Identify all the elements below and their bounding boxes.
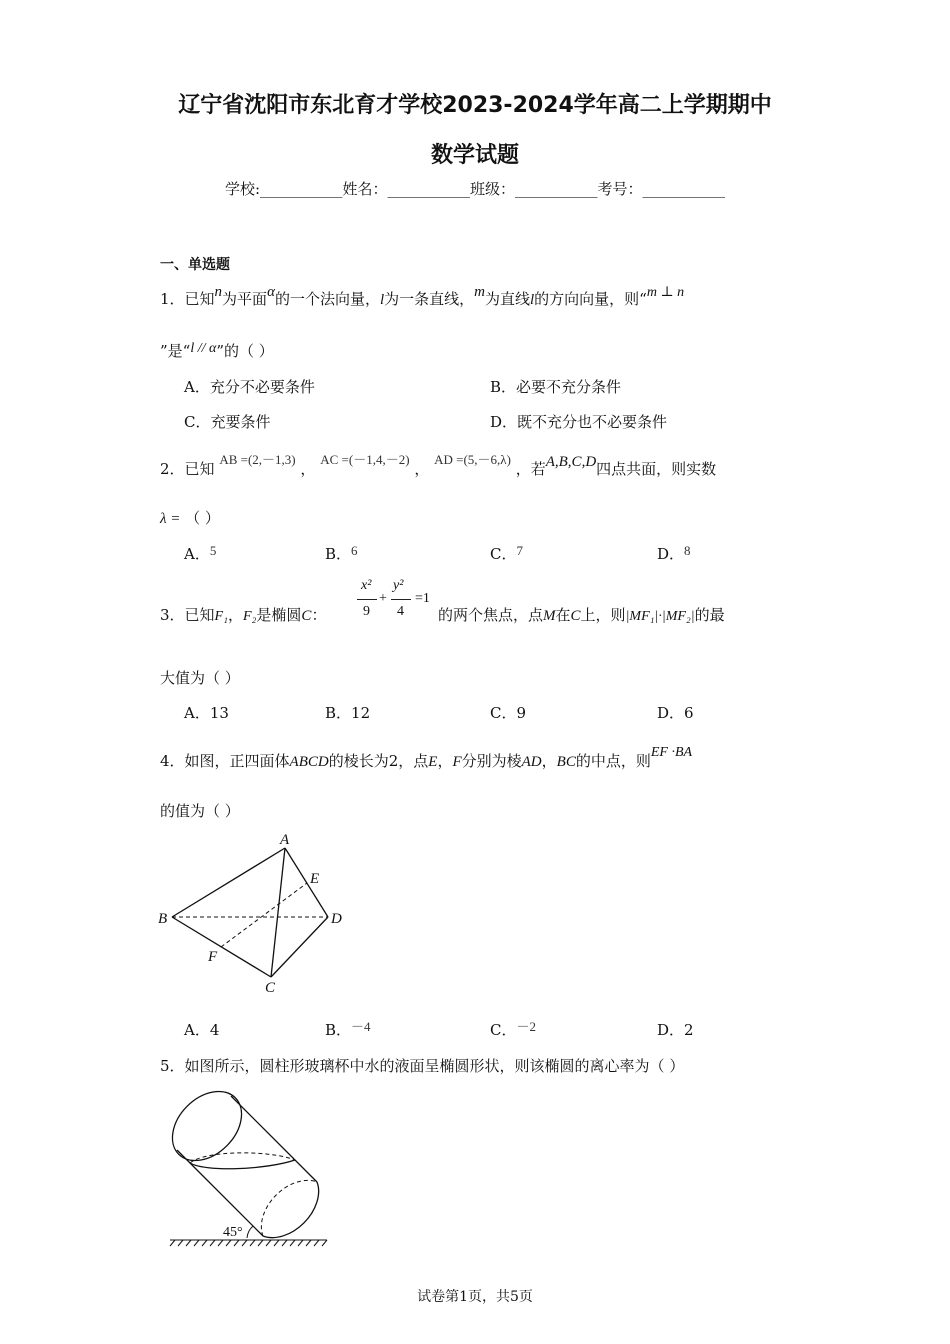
q4-option-d[interactable]: D．2 <box>657 1021 694 1039</box>
q3-option-c[interactable]: C．9 <box>490 704 527 722</box>
glass-side-left <box>177 1150 263 1236</box>
page-footer: 试卷第1页，共5页 <box>417 1289 533 1305</box>
edge-ab <box>172 848 285 917</box>
question-4-line1: 4．如图，正四面体ABCD的棱长为2，点E，F分别为棱AD，BC的中点，则EF ·BA <box>160 745 693 770</box>
label-d: D <box>331 911 342 927</box>
glass-bottom-front <box>263 1182 319 1238</box>
q3-option-b[interactable]: B．12 <box>325 704 371 722</box>
question-1-line1: 1．已知n为平面α的一个法向量，l为一条直线，m为直线l的方向向量，则“m ⊥ n <box>160 284 685 308</box>
edge-ad <box>285 848 328 917</box>
q4-option-c[interactable]: C．－2 <box>490 1019 536 1039</box>
q3-option-d[interactable]: D．6 <box>657 704 694 722</box>
water-surface-back <box>190 1153 295 1163</box>
vector-ac: AC =(－1,4,－2) <box>320 452 410 467</box>
question-1-line2: ”是“l // α”的（ ） <box>160 341 274 360</box>
label-e: E <box>310 871 320 887</box>
glass-side-right <box>231 1096 317 1182</box>
edge-ac <box>271 848 285 977</box>
q1-option-c[interactable]: C．充要条件 <box>184 413 271 431</box>
q3-option-a[interactable]: A．13 <box>184 704 229 722</box>
q1-option-b[interactable]: B．必要不充分条件 <box>490 378 622 396</box>
segment-ef-hidden <box>221 883 307 947</box>
vector-ab: AB =(2,－1,3) <box>219 452 296 467</box>
angle-label: 45° <box>223 1225 243 1240</box>
q4-option-b[interactable]: B．－4 <box>325 1019 371 1039</box>
question-3-line2: 大值为（ ） <box>160 669 240 687</box>
q4-option-a[interactable]: A．4 <box>184 1021 220 1039</box>
edge-cd <box>271 917 328 977</box>
student-info-line: 学校:___________姓名：___________班级：___________考号：___________ <box>224 180 726 198</box>
glass-top-rim <box>165 1088 255 1174</box>
question-4-line2: 的值为（ ） <box>160 802 240 820</box>
label-c: C <box>265 980 276 996</box>
q2-option-b[interactable]: B．6 <box>325 543 358 563</box>
section-heading: 一、单选题 <box>160 257 230 273</box>
label-f: F <box>208 949 218 965</box>
tilted-glass-figure <box>165 1088 335 1248</box>
ellipse-equation: x² 9 + y² 4 =1 <box>357 578 437 626</box>
label-a: A <box>280 832 290 848</box>
page-title-line1: 辽宁省沈阳市东北育才学校2023-2024学年高二上学期期中 <box>178 93 772 118</box>
question-3-line1-rest: 的两个焦点，点M在C上，则|MF₁|·|MF₂|的最 <box>438 606 725 624</box>
question-3-line1: 3．已知F₁，F₂是椭圆C： <box>160 606 327 624</box>
question-2-line1: 2．已知 AB =(2,－1,3) ， AC =(－1,4,－2) ， AD =(5,－6,λ) ，若A,B,C,D四点共面，则实数 <box>160 452 717 478</box>
water-surface-front <box>190 1160 295 1169</box>
q2-option-c[interactable]: C．7 <box>490 543 523 563</box>
label-b: B <box>158 911 168 927</box>
q1-option-d[interactable]: D．既不充分也不必要条件 <box>490 413 668 431</box>
q2-option-a[interactable]: A．5 <box>184 543 217 563</box>
glass-bottom-back <box>261 1180 317 1236</box>
question-2-line2: λ = （ ） <box>160 509 220 527</box>
q2-option-d[interactable]: D．8 <box>657 543 691 563</box>
angle-arc <box>247 1226 253 1238</box>
page-title-line2: 数学试题 <box>430 143 519 168</box>
question-5-text: 5．如图所示，圆柱形玻璃杯中水的液面呈椭圆形状，则该椭圆的离心率为（ ） <box>160 1057 685 1075</box>
vector-ad: AD =(5,－6,λ) <box>434 452 511 467</box>
tetrahedron-figure <box>150 828 360 998</box>
q1-option-a[interactable]: A．充分不必要条件 <box>184 378 315 396</box>
